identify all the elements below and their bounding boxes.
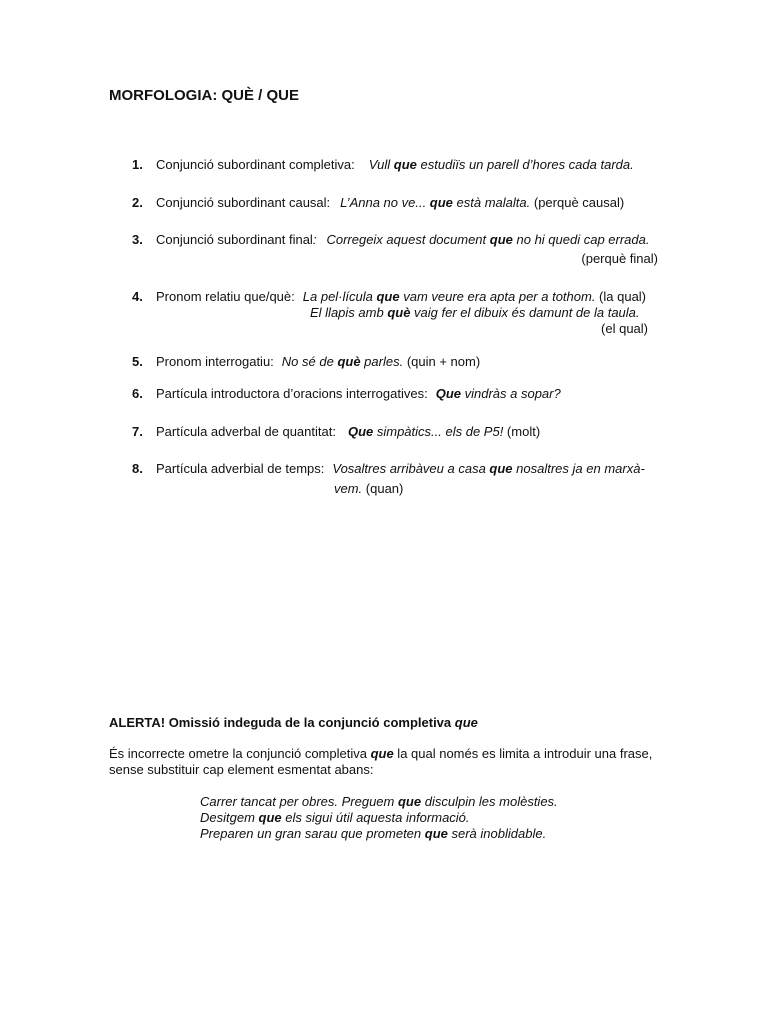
list-item-text [156,424,540,440]
list-item [132,424,143,440]
item-number: 5. [132,354,143,369]
item-label: Conjunció subordinant completiva: [156,157,355,172]
list-item-text [156,461,645,477]
item-example: Vull que estudiïs un parell d’hores cada tarda. [368,157,634,172]
list-item-text [156,289,646,305]
item-number: 1. [132,157,143,172]
item-example: No sé de què parles. [281,354,404,369]
item-note: (perquè final) [581,251,658,266]
list-item [132,232,143,248]
item-label: Partícula adverbal de quantitat: [156,424,336,439]
item-example: L’Anna no ve... que està malalta. [340,195,531,210]
alert-heading: ALERTA! Omissió indeguda de la conjunció completiva que [109,715,478,730]
alert-paragraph-line2: sense substituir cap element esmentat abans: [109,762,374,777]
item-note: (quin + nom) [403,354,481,369]
item-example: Vosaltres arribàveu a casa que nosaltres ja en marxà- [332,461,645,476]
page-title: MORFOLOGIA: QUÈ / QUE [109,87,299,104]
item-note: (la qual) [595,289,647,304]
item-label: Conjunció subordinant causal: [156,195,331,210]
list-item-text [156,354,480,370]
item-note: (molt) [503,424,541,439]
item-example: La pel·lícula que vam veure era apta per a tothom. [302,289,596,304]
item-example: Corregeix aquest document que no hi quedi cap errada. [326,232,650,247]
item-label: Pronom relatiu que/què: [156,289,295,304]
item-label: Pronom interrogatiu: [156,354,274,369]
item-number: 8. [132,461,143,476]
item-number: 4. [132,289,143,304]
alert-paragraph: És incorrecte ometre la conjunció completiva que la qual només es limita a introduir una frase, [109,746,653,761]
item-number: 7. [132,424,143,439]
item-label: Conjunció subordinant final [156,232,313,247]
list-item [132,195,143,211]
item-note: (el qual) [601,321,648,336]
list-item [132,461,143,477]
item-number: 6. [132,386,143,401]
list-item [132,289,143,305]
alert-example: Preparen un gran sarau que prometen que serà inoblidable. [200,826,547,841]
list-item-text [156,386,561,402]
alert-example: Desitgem que els sigui útil aquesta informació. [200,810,470,825]
item-number: 3. [132,232,143,247]
list-item-text [156,195,624,211]
list-item-text: Conjunció subordinant final: Corregeix aquest document que no hi quedi cap errada. [156,232,650,247]
item-label: Partícula adverbial de temps: [156,461,325,476]
list-item [132,386,143,402]
item-note: (perquè causal) [530,195,625,210]
list-item-text [156,157,634,173]
item-label: Partícula introductora d’oracions interrogatives: [156,386,428,401]
alert-example: Carrer tancat per obres. Preguem que disculpin les molèsties. [200,794,558,809]
item-number: 2. [132,195,143,210]
item-example: Que simpàtics... els de P5! [347,424,504,439]
item-example: Que vindràs a sopar? [435,386,561,401]
item-example-line2: vem. (quan) [334,481,404,496]
list-item [132,354,143,370]
item-example-line2: El llapis amb què vaig fer el dibuix és damunt de la taula. [310,305,640,320]
list-item [132,157,143,173]
